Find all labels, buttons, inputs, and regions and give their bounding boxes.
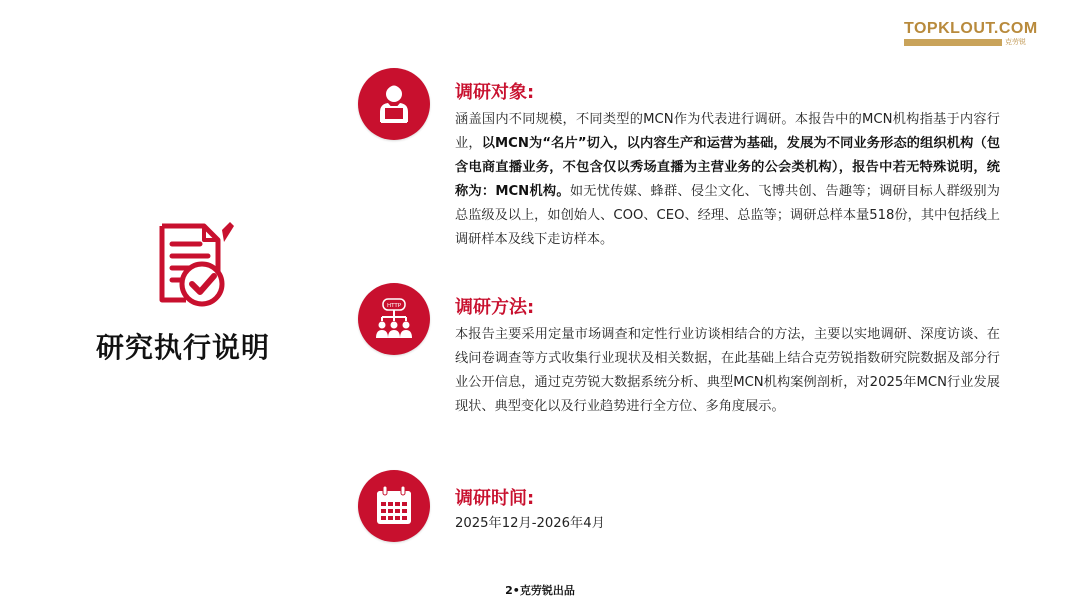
section-title-time: 调研时间: [455, 488, 535, 509]
section-title-method: 调研方法: [455, 297, 535, 318]
body-text-normal: 涵盖国内不同规模，不同类型的MCN作为代表进行调研。本报告中的MCN机构指基于内容行业， [455, 112, 1000, 151]
section-icon-circle-1 [358, 68, 430, 140]
page-footer: 2•克劳锐出品 [505, 584, 575, 597]
section-body-method [455, 323, 1000, 419]
logo-brand-cn: 克劳锐 [1005, 38, 1026, 46]
topklout-logo [904, 20, 1038, 48]
section-body-time [455, 512, 1000, 536]
document-check-icon [140, 220, 236, 310]
page-title: 研究执行说明 [96, 331, 271, 364]
body-text-normal: 如无忧传媒、蜂群、侵尘文化、飞博共创、告趣等；调研目标人群级别为总监级及以上，如创始人、COO、CEO、经理、总监等；调研总样本量518份，其中包括线上调研样本及线下走访样本。 [455, 184, 1000, 247]
section-icon-circle-3 [358, 470, 430, 542]
logo-wordmark: TOPKLOUT.COM [904, 20, 1038, 37]
http-label: HTTP [386, 303, 402, 309]
section-title-subjects: 调研对象: [455, 82, 535, 103]
survey-period: 2025年12月-2026年4月 [455, 516, 605, 531]
body-text-normal: 本报告主要采用定量市场调查和定性行业访谈相结合的方法，主要以实地调研、深度访谈、在线问卷调查等方式收集行业现状及相关数据，在此基础上结合克劳锐指数研究院数据及部分行业公开信息，通过克劳锐大数据系统分析、典型MCN机构案例剖析，对2025年MCN行业发展现状、典型变化以及行业趋势进行全方位、多角度展示。 [455, 327, 1000, 414]
section-body-subjects [455, 108, 1000, 252]
section-icon-circle-2 [358, 283, 430, 355]
calendar-icon [372, 484, 416, 528]
logo-tagline-bar [904, 39, 1002, 46]
network-people-icon [372, 297, 416, 341]
person-laptop-icon [372, 82, 416, 126]
body-text-bold: 以MCN为“名片”切入，以内容生产和运营为基础，发展为不同业务形态的组织机构（包含电商直播业务，不包含仅以秀场直播为主营业务的公会类机构），报告中若无特殊说明，统称为：MCN机构。 [455, 136, 1001, 199]
